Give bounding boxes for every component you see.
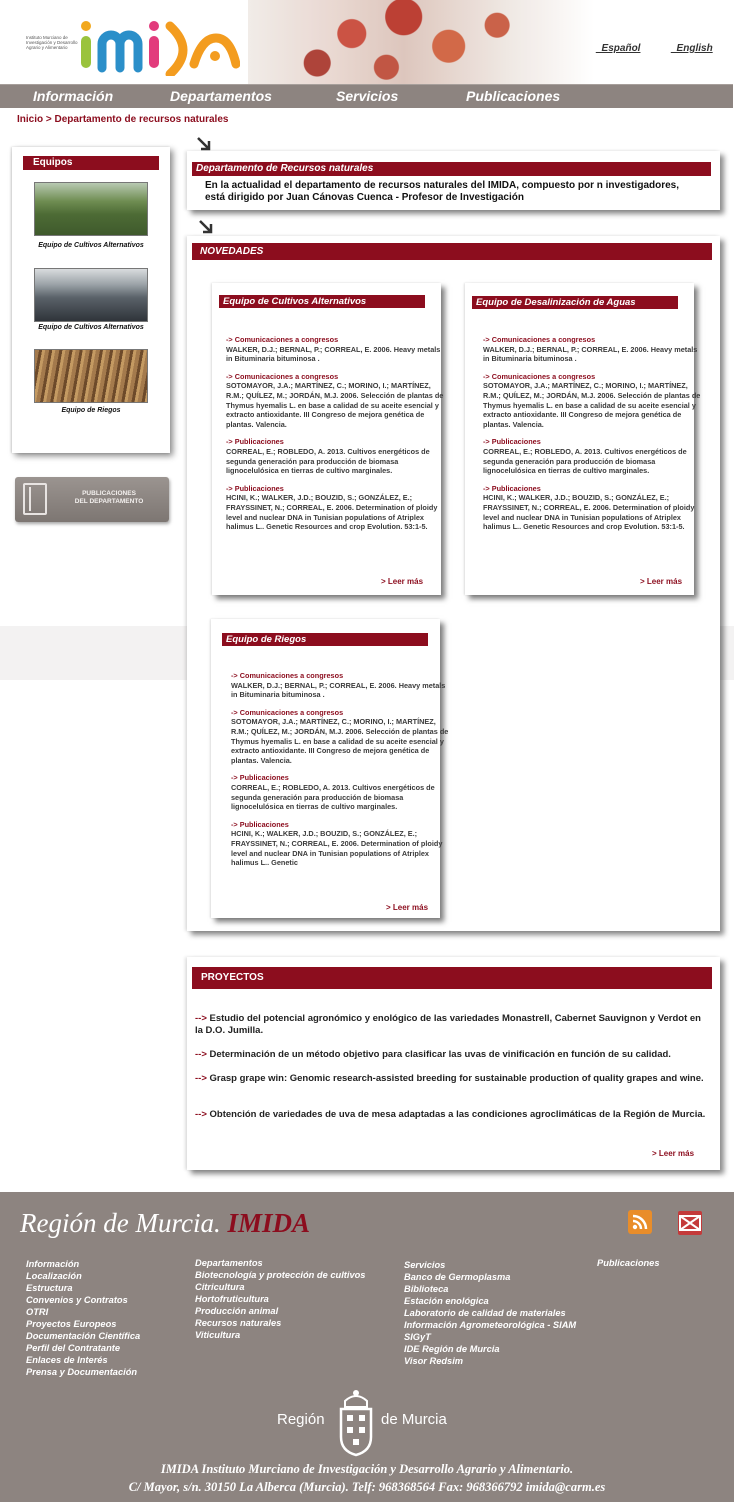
entry: [231, 708, 449, 766]
leer-mas-link[interactable]: > Leer más: [640, 577, 683, 586]
team-image-cultivos[interactable]: [34, 182, 148, 236]
brand-imida: IMIDA: [227, 1208, 310, 1238]
entry: [483, 335, 701, 364]
footer-link[interactable]: Estructura: [26, 1283, 73, 1293]
entry-text: HCINI, K.; WALKER, J.D.; BOUZID, S.; GONZÁLEZ, E.; FRAYSSINET, N.; CORREAL, E. 2006. Determination of ploidy level and nuclear DNA in Tunisian populations of Atriplex halimus L.. Genetic Resources and crop Evolution. 53:1-5.: [226, 493, 438, 532]
entry-type[interactable]: -> Comunicaciones a congresos: [483, 335, 596, 344]
nav-informacion[interactable]: Información: [33, 88, 114, 104]
region-logo-left-text: Región: [277, 1411, 325, 1428]
entry-text: HCINI, K.; WALKER, J.D.; BOUZID, S.; GONZÁLEZ, E.; FRAYSSINET, N.; CORREAL, E. 2006. Determination of ploidy level and nuclear DNA in Tunisian populations of Atriplex halimus L.. Genetic: [231, 829, 443, 868]
proyecto-text: Determinación de un método objetivo para clasificar las uvas de vinificación en función de su calidad.: [206, 1049, 671, 1060]
footer-link[interactable]: Departamentos: [195, 1258, 263, 1268]
entry-text: SOTOMAYOR, J.A.; MARTÍNEZ, C.; MORINO, I.; MARTÍNEZ, R.M.; QUÍLEZ, M.; JORDÁN, M.J. 2006. Selección de plantas de Thymus hyemalis L. en base a calidad de su aceite esencial y extracto antioxidante. III Congreso de mejora genética de plantas. Valencia.: [231, 717, 449, 765]
entry: [226, 437, 444, 475]
footer-link[interactable]: IDE Región de Murcia: [404, 1344, 500, 1354]
team-entries: [231, 671, 449, 876]
entry-type[interactable]: -> Comunicaciones a congresos: [231, 707, 344, 717]
entry-text: CORREAL, E.; ROBLEDO, A. 2013. Cultivos energéticos de segunda generación para producción de biomasa lignocelulósica en tierras de cultivo marginales.: [483, 446, 687, 476]
entry: [231, 773, 449, 811]
team-caption[interactable]: Equipo de Cultivos Alternativos: [38, 324, 144, 331]
mail-icon[interactable]: [678, 1211, 702, 1235]
entry-text: WALKER, D.J.; BERNAL, P.; CORREAL, E. 2006. Heavy metals in Bituminaria bituminosa .: [226, 344, 441, 364]
region-logo-right-text: de Murcia: [381, 1411, 447, 1428]
proyecto-item[interactable]: [195, 1013, 710, 1037]
footer-link[interactable]: Viticultura: [195, 1330, 241, 1340]
entry: [231, 671, 449, 700]
proyecto-text: Grasp grape win: Genomic research-assisted breeding for sustainable production of quality grapes and wine.: [206, 1073, 704, 1084]
footer-link[interactable]: Enlaces de Interés: [26, 1355, 108, 1365]
department-title: Departamento de Recursos naturales: [192, 162, 711, 176]
leer-mas-link[interactable]: > Leer más: [652, 1149, 695, 1158]
footer-link[interactable]: Recursos naturales: [195, 1318, 282, 1328]
footer-link[interactable]: Citricultura: [195, 1282, 245, 1292]
footer-col-departamentos: [195, 1257, 365, 1341]
team-caption[interactable]: Equipo de Cultivos Alternativos: [38, 242, 144, 249]
entry: [226, 335, 444, 364]
entry: [483, 484, 701, 532]
leer-mas-link[interactable]: > Leer más: [381, 577, 424, 586]
entry-type[interactable]: -> Publicaciones: [231, 773, 289, 783]
proyecto-arrow: -->: [195, 1109, 207, 1120]
team-card-title[interactable]: Equipo de Riegos: [222, 633, 428, 646]
entry: [483, 372, 701, 430]
main-nav: [0, 84, 733, 108]
team-caption[interactable]: Equipo de Riegos: [61, 407, 121, 414]
footer-link[interactable]: Laboratorio de calidad de materiales: [404, 1308, 566, 1318]
entry-text: SOTOMAYOR, J.A.; MARTÍNEZ, C.; MORINO, I.; MARTÍNEZ, R.M.; QUÍLEZ, M.; JORDÁN, M.J. 2006. Selección de plantas de Thymus hyemalis L. en base a calidad de su aceite esencial y extracto antioxidante. III Congreso de mejora genética de plantas. Valencia.: [483, 381, 701, 429]
footer-link[interactable]: Proyectos Europeos: [26, 1319, 117, 1329]
footer-link[interactable]: Localización: [26, 1271, 82, 1281]
footer-address-line1: IMIDA Instituto Murciano de Investigación y Desarrollo Agrario y Alimentario.: [160, 1462, 574, 1476]
imida-logo[interactable]: [78, 20, 240, 76]
proyecto-arrow: -->: [195, 1073, 207, 1084]
proyecto-item[interactable]: [195, 1049, 710, 1061]
footer-brand: [20, 1208, 310, 1239]
proyecto-item[interactable]: [195, 1073, 710, 1085]
entry-type[interactable]: -> Publicaciones: [483, 483, 541, 493]
footer-col-servicios: [404, 1259, 576, 1367]
team-card-title[interactable]: Equipo de Desalinización de Aguas: [472, 296, 678, 309]
novedades-title: NOVEDADES: [192, 243, 712, 260]
entry-text: SOTOMAYOR, J.A.; MARTÍNEZ, C.; MORINO, I.; MARTÍNEZ, R.M.; QUÍLEZ, M.; JORDÁN, M.J. 2006. Selección de plantas de Thymus hyemalis L. en base a calidad de su aceite esencial y extracto antioxidante. III Congreso de mejora genética de plantas. Valencia.: [226, 381, 444, 429]
entry-type[interactable]: -> Publicaciones: [483, 437, 541, 447]
footer-link[interactable]: Biblioteca: [404, 1284, 449, 1294]
footer-link[interactable]: OTRI: [26, 1307, 49, 1317]
lang-english-link[interactable]: _English: [671, 43, 713, 54]
entry-text: CORREAL, E.; ROBLEDO, A. 2013. Cultivos energéticos de segunda generación para producción de biomasa lignocelulósica en tierras de cultivo marginales.: [231, 782, 435, 812]
footer-link[interactable]: Hortofruticultura: [195, 1294, 269, 1304]
entry-type[interactable]: -> Publicaciones: [231, 819, 289, 829]
arrow-down-right-icon: [196, 136, 212, 152]
footer-col-publicaciones: [597, 1257, 660, 1269]
brand-region: Región de Murcia.: [20, 1208, 221, 1238]
lang-espanol-link[interactable]: _Español: [596, 43, 641, 54]
proyecto-arrow: -->: [195, 1049, 207, 1060]
entry-type[interactable]: -> Comunicaciones a congresos: [483, 371, 596, 381]
footer-link[interactable]: Visor Redsim: [404, 1356, 464, 1366]
team-entries: [226, 335, 444, 540]
footer-link[interactable]: Estación enológica: [404, 1296, 489, 1306]
proyectos-title: PROYECTOS: [192, 967, 712, 989]
footer-link[interactable]: Servicios: [404, 1260, 446, 1270]
breadcrumb[interactable]: Inicio > Departamento de recursos naturales: [17, 114, 229, 125]
institute-name: Instituto Murciano de Investigación y Desarrollo Agrario y Alimentario: [26, 35, 78, 50]
entry-type[interactable]: -> Comunicaciones a congresos: [226, 335, 339, 344]
entry-type[interactable]: -> Comunicaciones a congresos: [231, 671, 344, 680]
arrow-down-right-icon: [198, 219, 214, 235]
nav-departamentos[interactable]: Departamentos: [170, 88, 272, 104]
region-murcia-crest-icon: [335, 1387, 377, 1457]
teams-title: Equipos: [23, 156, 159, 170]
nav-publicaciones[interactable]: Publicaciones: [466, 88, 561, 104]
publicaciones-button-label: PUBLICACIONES DEL DEPARTAMENTO: [74, 490, 144, 505]
entry-type[interactable]: -> Comunicaciones a congresos: [226, 371, 339, 381]
footer-link[interactable]: Producción animal: [195, 1306, 279, 1316]
entry: [483, 437, 701, 475]
entry-type[interactable]: -> Publicaciones: [226, 437, 284, 447]
proyecto-text: Estudio del potencial agronómico y enológico de las variedades Monastrell, Cabernet Sauvignon y Verdot en la D.O. Jumilla.: [195, 1013, 701, 1036]
footer-col-informacion: [26, 1258, 140, 1378]
footer-link[interactable]: Prensa y Documentación: [26, 1367, 138, 1377]
entry-text: WALKER, D.J.; BERNAL, P.; CORREAL, E. 2006. Heavy metals in Bituminaria bituminosa .: [231, 680, 446, 700]
footer-link[interactable]: Publicaciones: [597, 1258, 660, 1268]
footer-link[interactable]: Banco de Germoplasma: [404, 1272, 511, 1282]
rss-icon[interactable]: [628, 1210, 652, 1234]
team-image-riegos[interactable]: [34, 349, 148, 403]
proyecto-arrow: -->: [195, 1013, 207, 1024]
entry: [226, 372, 444, 430]
footer-address-line2: C/ Mayor, s/n. 30150 La Alberca (Murcia). Telf: 968368564 Fax: 968366792 imida@carm.es: [128, 1480, 606, 1494]
entry: [226, 484, 444, 532]
team-entries: [483, 335, 701, 540]
footer-link[interactable]: Convenios y Contratos: [26, 1295, 128, 1305]
entry-text: CORREAL, E.; ROBLEDO, A. 2013. Cultivos energéticos de segunda generación para producción de biomasa lignocelulósica en tierras de cultivo marginales.: [226, 446, 430, 476]
header: [0, 0, 734, 84]
nav-servicios[interactable]: Servicios: [336, 88, 399, 104]
department-description: En la actualidad el departamento de recursos naturales del IMIDA, compuesto por n investigadores, está dirigido por Juan Cánovas Cuenca - Profesor de Investigación: [205, 180, 680, 203]
footer-link[interactable]: Perfil del Contratante: [26, 1343, 121, 1353]
footer-link[interactable]: Información Agrometeorológica - SIAM: [404, 1320, 577, 1330]
entry-type[interactable]: -> Publicaciones: [226, 483, 284, 493]
teams-sidebar: [12, 147, 170, 453]
entry: [231, 820, 449, 868]
footer-link[interactable]: Documentación Científica: [26, 1331, 141, 1341]
team-image-cultivos-2[interactable]: [34, 268, 148, 322]
leer-mas-link[interactable]: > Leer más: [386, 903, 429, 912]
publicaciones-departamento-button[interactable]: [15, 477, 169, 522]
book-icon: [23, 483, 47, 515]
entry-text: WALKER, D.J.; BERNAL, P.; CORREAL, E. 2006. Heavy metals in Bituminaria bituminosa .: [483, 344, 698, 364]
entry-text: HCINI, K.; WALKER, J.D.; BOUZID, S.; GONZÁLEZ, E.; FRAYSSINET, N.; CORREAL, E. 2006. Determination of ploidy level and nuclear DNA in Tunisian populations of Atriplex halimus L.. Genetic Resources and crop Evolution. 53:1-5.: [483, 493, 695, 532]
footer-link[interactable]: Información: [26, 1259, 80, 1269]
team-card-title[interactable]: Equipo de Cultivos Alternativos: [219, 295, 425, 308]
footer: [0, 1192, 734, 1502]
proyecto-text: Obtención de variedades de uva de mesa adaptadas a las condiciones agroclimáticas de la Región de Murcia.: [206, 1109, 706, 1120]
footer-link[interactable]: SIGyT: [404, 1332, 431, 1342]
header-banner-image: [248, 0, 594, 84]
footer-link[interactable]: Biotecnología y protección de cultivos: [195, 1270, 366, 1280]
proyecto-item[interactable]: [195, 1109, 710, 1121]
